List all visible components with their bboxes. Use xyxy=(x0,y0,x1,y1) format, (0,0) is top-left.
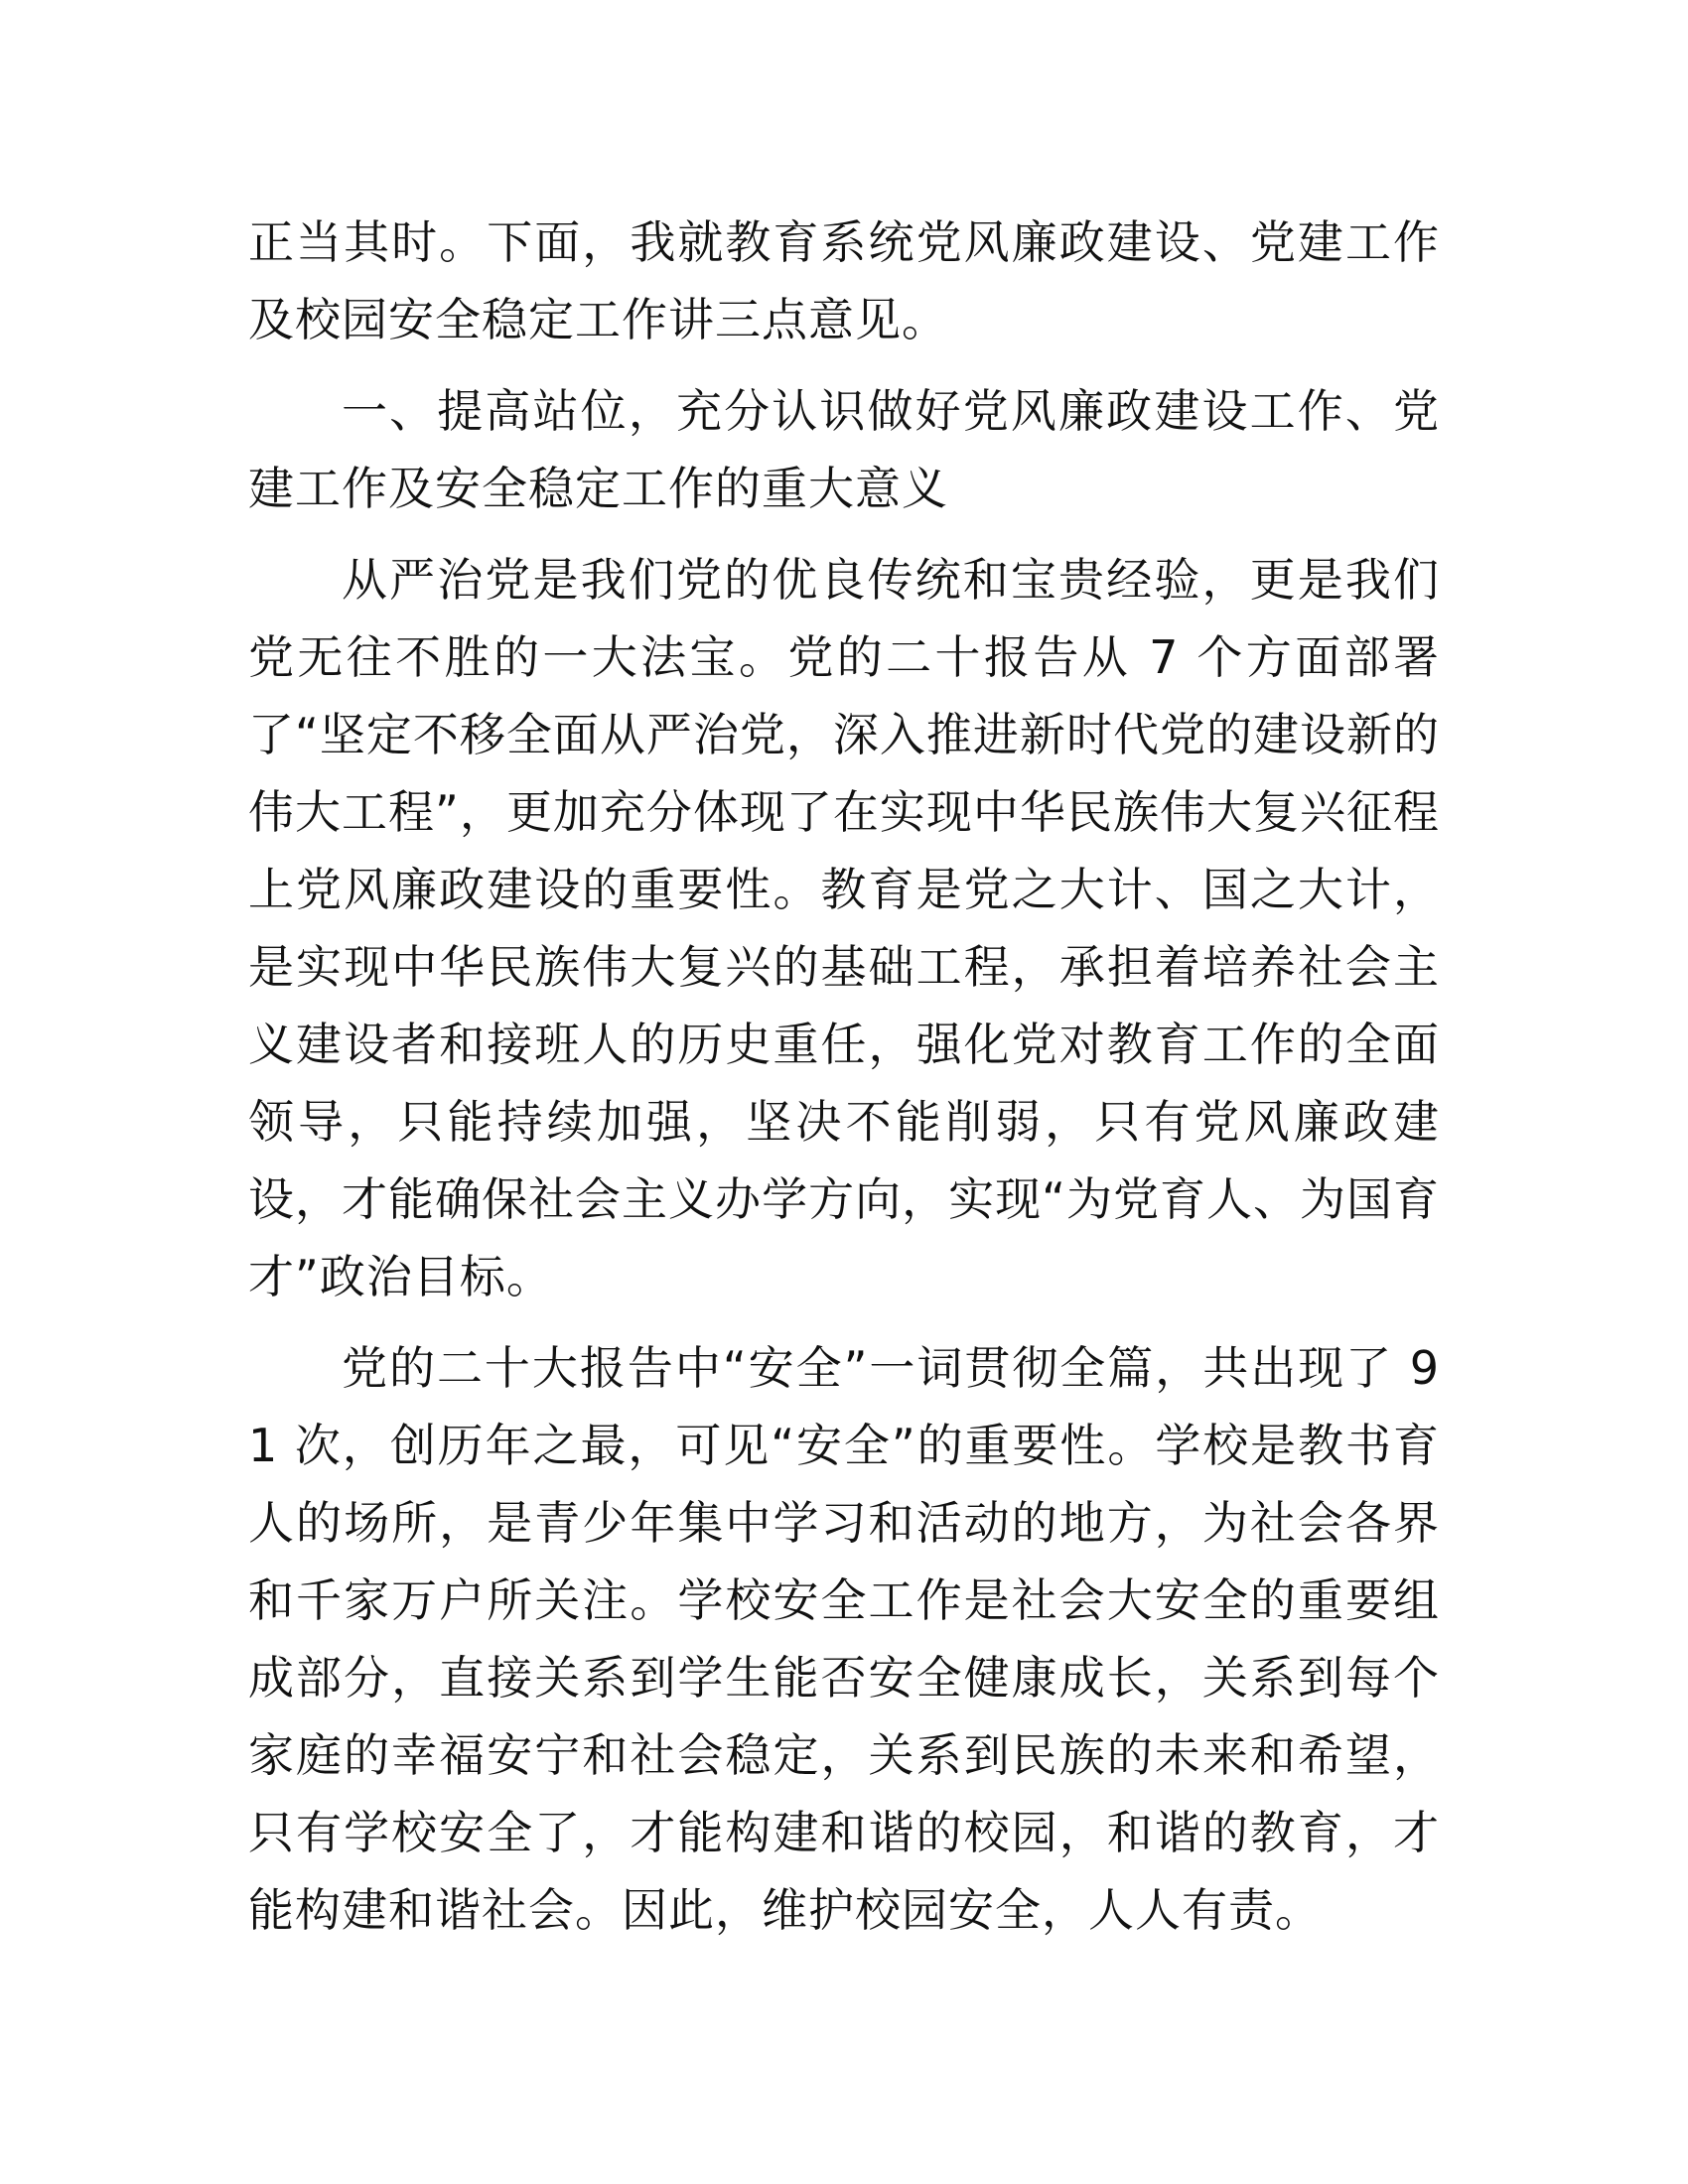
paragraph-party-discipline: 从严治党是我们党的优良传统和宝贵经验，更是我们党无往不胜的一大法宝。党的二十报告从 7 个方面部署了“坚定不移全面从严治党，深入推进新时代党的建设新的伟大工程”，更加充分体现了在实现中华民族伟大复兴征程上党风廉政建设的重要性。教育是党之大计、国之大计，是实现中华民族伟大复兴的基础工程，承担着培养社会主义建设者和接班人的历史重任，强化党对教育工作的全面领导，只能持续加强，坚决不能削弱，只有党风廉政建设，才能确保社会主义办学方向，实现“为党育人、为国育才”政治目标。 xyxy=(248,553,1440,1303)
paragraph-intro-continuation: 正当其时。下面，我就教育系统党风廉政建设、党建工作及校园安全稳定工作讲三点意见。 xyxy=(248,215,1440,346)
paragraph-campus-safety: 党的二十大报告中“安全”一词贯彻全篇，共出现了 91 次，创历年之最，可见“安全”的重要性。学校是教书育人的场所，是青少年集中学习和活动的地方，为社会各界和千家万户所关注。学校安全工作是社会大安全的重要组成部分，直接关系到学生能否安全健康成长，关系到每个家庭的幸福安宁和社会稳定，关系到民族的未来和希望，只有学校安全了，才能构建和谐的校园，和谐的教育，才能构建和谐社会。因此，维护校园安全，人人有责。 xyxy=(248,1341,1440,1937)
section-heading-1: 一、提高站位，充分认识做好党风廉政建设工作、党建工作及安全稳定工作的重大意义 xyxy=(248,384,1440,515)
document-body xyxy=(248,204,1440,1963)
